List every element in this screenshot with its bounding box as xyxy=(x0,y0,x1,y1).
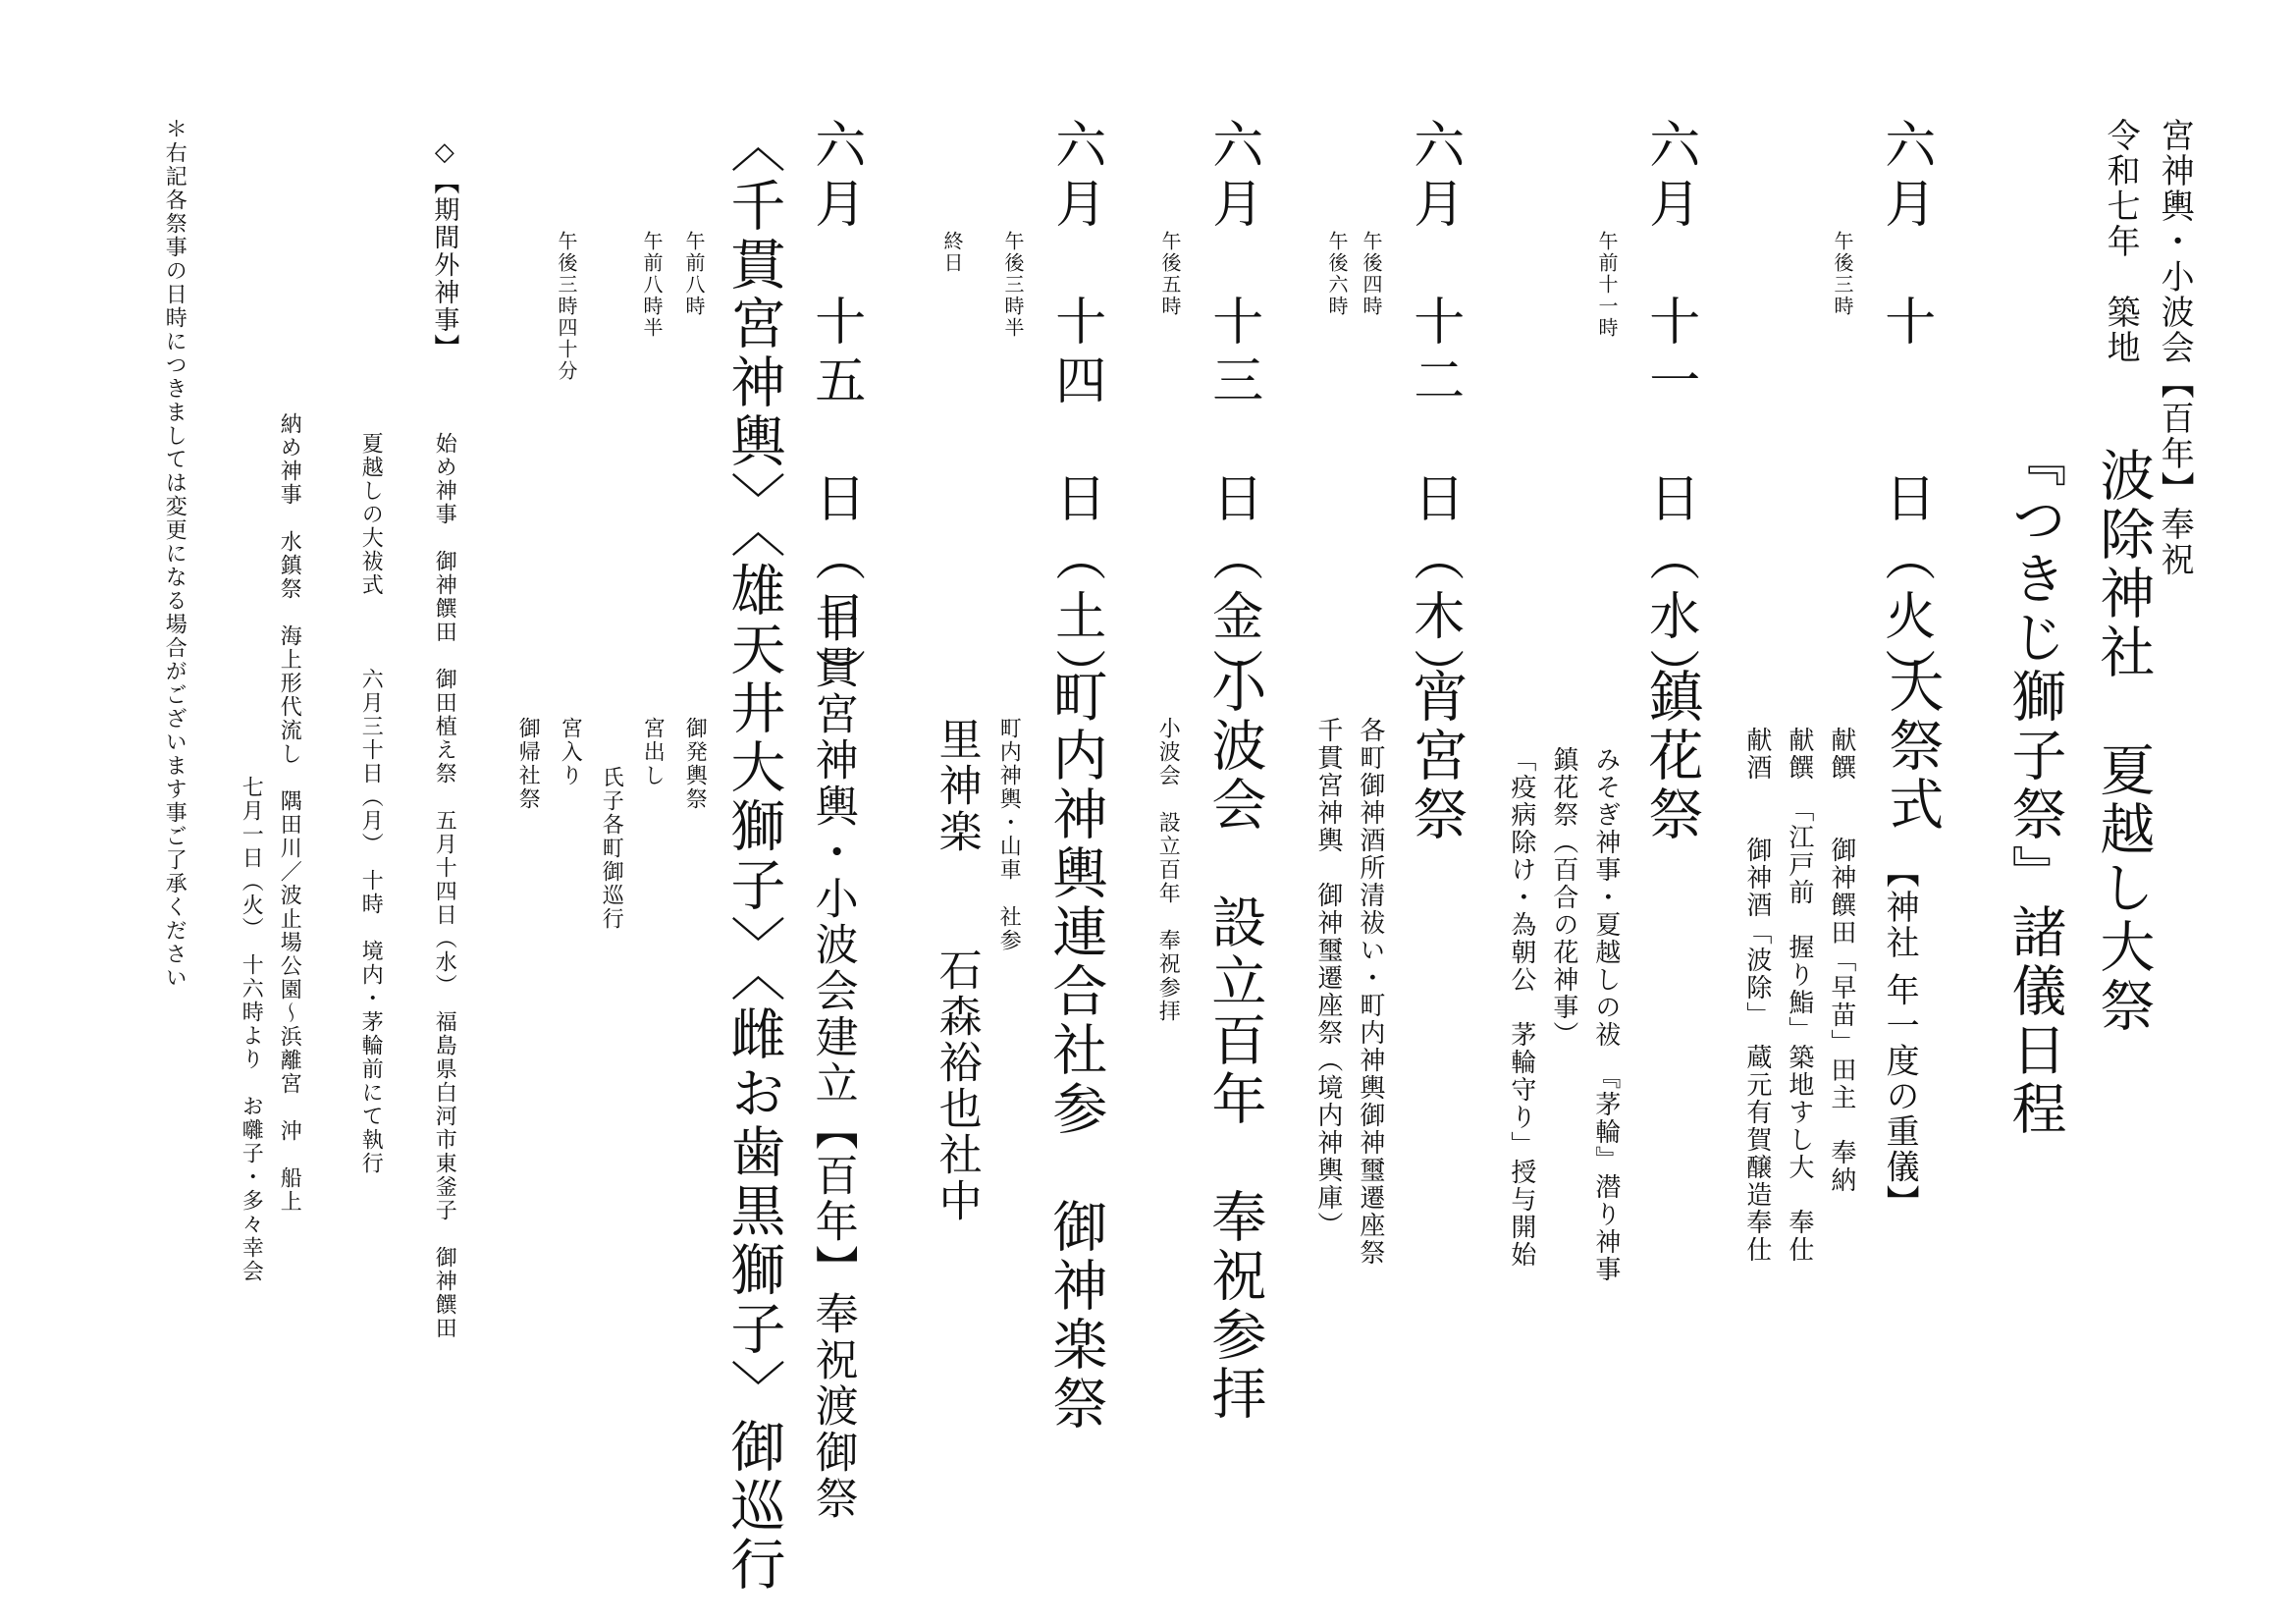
event-june-13: 小波会 設立百年 奉祝参拝 xyxy=(1202,658,1267,1424)
detail-june-14-2: 里神楽 石森裕也社中 xyxy=(931,717,982,1224)
detail-june-11-3: 「疫病除け・為朝公 茅輪守り」授与開始 xyxy=(1506,746,1536,1269)
header-line2-main: 波除神社 夏越し大祭 xyxy=(2091,447,2156,1036)
sched-june-15-2: 宮出し xyxy=(640,717,666,787)
time-june-15-2: 午前八時半 xyxy=(640,231,664,339)
main-june-15-2: 〈千貫宮神輿〉〈雄天井大獅子〉〈雌お歯黒獅子〉御巡行 xyxy=(721,118,786,1595)
sched-june-15-3: 氏子各町御巡行 xyxy=(599,766,624,931)
header-sponsor: 宮神輿・小波会【百年】奉祝 xyxy=(2155,118,2195,577)
detail-june-12-2: 千貫宮神輿 御神璽遷座祭（境内神輿庫） xyxy=(1312,717,1343,1239)
sched-june-15-4: 宮入り xyxy=(558,717,583,787)
outside-rite-1: 始め神事 御神饌田 御田植え祭 五月十四日（水） 福島県白河市東釜子 御神饌田 xyxy=(432,432,457,1340)
outside-rite-4: 七月一日（火） 十六時より お囃子・多々幸会 xyxy=(239,776,264,1283)
detail-june-10-2: 献饌 「江戸前 握り鮨」築地すし大 奉仕 xyxy=(1784,727,1814,1264)
detail-june-13-1: 小波会 設立百年 奉祝参拝 xyxy=(1155,717,1181,1023)
event-june-12: 宵宮祭 xyxy=(1404,668,1468,844)
date-june-15: 六月 十五 日（日） xyxy=(805,118,865,707)
header-line2-prefix: 令和七年 築地 xyxy=(2101,118,2141,365)
detail-june-11-1: みそぎ神事・夏越しの祓 『茅輪』潜り神事 xyxy=(1590,746,1621,1283)
time-june-10: 午後三時 xyxy=(1831,231,1854,317)
main-june-15-1: 千貫宮神輿・小波会建立【百年】奉祝渡御祭 xyxy=(807,599,858,1522)
detail-june-14-1: 町内神輿・山車 社参 xyxy=(996,717,1022,952)
time-june-11: 午前十一時 xyxy=(1595,231,1619,339)
event-june-11: 鎮花祭 xyxy=(1639,668,1704,844)
detail-june-12-1: 各町御神酒所清祓い・町内神輿御神璽遷座祭 xyxy=(1355,717,1385,1267)
date-june-11: 六月 十一 日（水） xyxy=(1639,118,1699,707)
date-june-12: 六月 十二 日（木） xyxy=(1404,118,1464,707)
detail-june-10-3: 献酒 御神酒「波除」 蔵元有賀醸造奉仕 xyxy=(1741,727,1772,1264)
time-june-12-1: 午後四時 xyxy=(1360,231,1383,317)
time-june-14-2: 終日 xyxy=(940,231,964,274)
time-june-15-1: 午前八時 xyxy=(682,231,706,317)
time-june-13: 午後五時 xyxy=(1158,231,1182,317)
event-june-10: 大祭式 xyxy=(1880,658,1945,835)
note-june-10: 【神社 年一度の重儀】 xyxy=(1880,854,1920,1220)
date-june-10: 六月 十 日（火） xyxy=(1875,118,1935,707)
date-june-14: 六月 十四 日（土） xyxy=(1045,118,1105,707)
outside-heading: ◇【期間外神事】 xyxy=(429,137,459,361)
page-title: 『つきじ獅子祭』諸儀日程 xyxy=(2002,432,2067,1139)
outside-rite-2: 夏越しの大祓式 六月三十日（月） 十時 境内・茅輪前にて執行 xyxy=(358,432,384,1175)
footnote: ＊右記各祭事の日時につきましては変更になる場合がございます事ご了承ください xyxy=(162,118,187,990)
detail-june-11-2: 鎮花祭（百合の花神事） xyxy=(1548,746,1578,1049)
time-june-12-2: 午後六時 xyxy=(1325,231,1349,317)
sched-june-15-1: 御発輿祭 xyxy=(682,717,708,811)
sched-june-15-5: 御帰社祭 xyxy=(515,717,541,811)
time-june-14-1: 午後三時半 xyxy=(1001,231,1025,339)
time-june-15-3: 午後三時四十分 xyxy=(555,231,578,382)
date-june-13: 六月 十三 日（金） xyxy=(1202,118,1262,707)
outside-rite-3: 納め神事 水鎮祭 海上形代流し 隅田川／波止場公園〜浜離宮 沖 船上 xyxy=(277,412,302,1214)
detail-june-10-1: 献饌 御神饌田「早苗」田主 奉納 xyxy=(1826,727,1856,1194)
event-june-14: 町内神輿連合社参 御神楽祭 xyxy=(1043,668,1108,1434)
